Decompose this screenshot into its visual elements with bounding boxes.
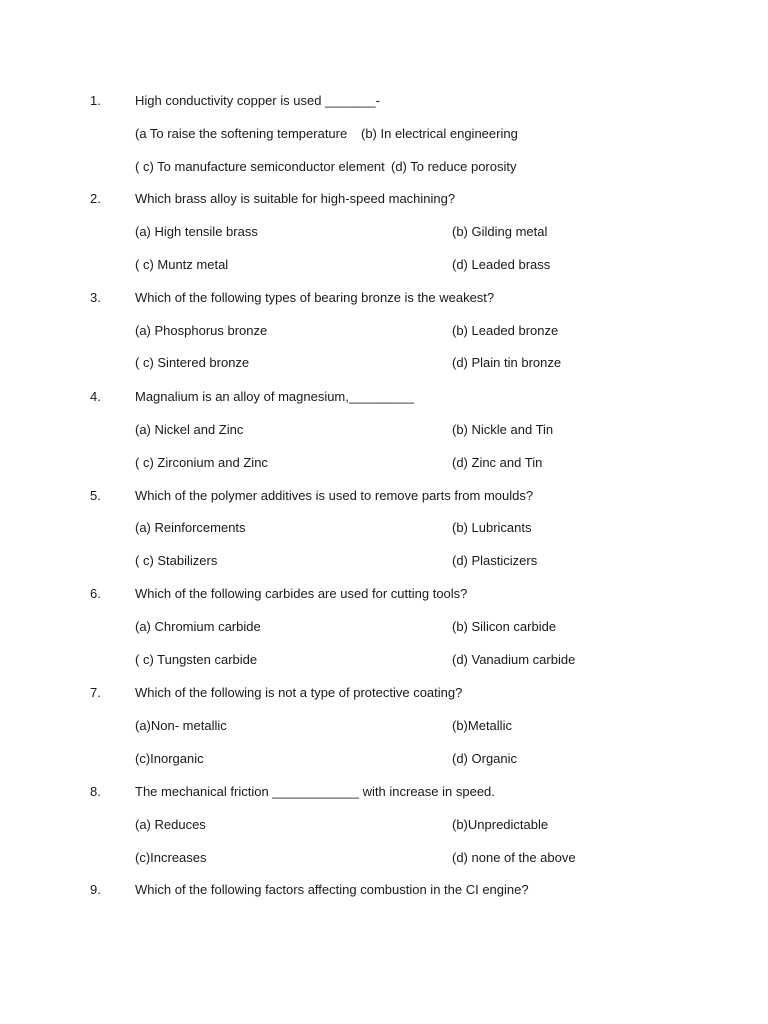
question-4 — [0, 387, 768, 407]
option-b: (b) Silicon carbide — [452, 619, 557, 634]
question-text: Which of the polymer additives is used to remove parts from moulds? — [135, 488, 534, 503]
question-7-options-cd — [0, 749, 768, 769]
question-8 — [0, 782, 768, 802]
question-5-options-ab — [0, 518, 768, 538]
option-a: (a To raise the softening temperature — [135, 126, 348, 141]
question-number: 1. — [90, 93, 101, 108]
option-a: (a) Chromium carbide — [135, 619, 261, 634]
question-9 — [0, 880, 768, 900]
option-b: (b) Lubricants — [452, 520, 532, 535]
question-3-options-cd — [0, 353, 768, 373]
question-number: 4. — [90, 389, 101, 404]
question-2-options-cd — [0, 255, 768, 275]
option-d: (d) Vanadium carbide — [452, 652, 576, 667]
option-c: ( c) Muntz metal — [135, 257, 229, 272]
option-d: (d) Plain tin bronze — [452, 355, 562, 370]
question-text: The mechanical friction ____________ with increase in speed. — [135, 784, 495, 799]
question-3 — [0, 288, 768, 308]
question-text: Magnalium is an alloy of magnesium,_________ — [135, 389, 414, 404]
question-text: Which of the following types of bearing bronze is the weakest? — [135, 290, 495, 305]
option-c: (c)Increases — [135, 850, 207, 865]
option-a: (a) Reinforcements — [135, 520, 246, 535]
question-4-options-ab — [0, 420, 768, 440]
option-b: (b)Metallic — [452, 718, 512, 733]
question-number: 8. — [90, 784, 101, 799]
option-d: (d) none of the above — [452, 850, 576, 865]
option-c: ( c) Zirconium and Zinc — [135, 455, 268, 470]
question-text: High conductivity copper is used _______- — [135, 93, 380, 108]
question-6 — [0, 584, 768, 604]
option-d: (d) Plasticizers — [452, 553, 538, 568]
question-8-options-cd — [0, 848, 768, 868]
option-a: (a) High tensile brass — [135, 224, 258, 239]
question-2-options-ab — [0, 222, 768, 242]
question-3-options-ab — [0, 321, 768, 341]
option-d: (d) Zinc and Tin — [452, 455, 543, 470]
question-text: Which brass alloy is suitable for high-speed machining? — [135, 191, 456, 206]
question-text: Which of the following is not a type of protective coating? — [135, 685, 463, 700]
option-a: (a) Nickel and Zinc — [135, 422, 244, 437]
question-number: 6. — [90, 586, 101, 601]
question-1-options-cd — [0, 157, 768, 177]
question-number: 9. — [90, 882, 101, 897]
option-d: (d) Leaded brass — [452, 257, 551, 272]
question-number: 2. — [90, 191, 101, 206]
question-5 — [0, 486, 768, 506]
option-c: ( c) Stabilizers — [135, 553, 218, 568]
question-4-options-cd — [0, 453, 768, 473]
question-text: Which of the following carbides are used for cutting tools? — [135, 586, 468, 601]
question-2 — [0, 189, 768, 209]
option-d: (d) Organic — [452, 751, 518, 766]
question-1 — [0, 91, 768, 111]
option-b: (b) Nickle and Tin — [452, 422, 554, 437]
option-b: (b) Gilding metal — [452, 224, 548, 239]
option-d: (d) To reduce porosity — [391, 159, 517, 174]
question-6-options-ab — [0, 617, 768, 637]
question-7 — [0, 683, 768, 703]
question-8-options-ab — [0, 815, 768, 835]
question-number: 5. — [90, 488, 101, 503]
question-7-options-ab — [0, 716, 768, 736]
option-b: (b) In electrical engineering — [361, 126, 518, 141]
question-text: Which of the following factors affecting combustion in the CI engine? — [135, 882, 529, 897]
question-6-options-cd — [0, 650, 768, 670]
option-b: (b) Leaded bronze — [452, 323, 559, 338]
question-5-options-cd — [0, 551, 768, 571]
question-number: 3. — [90, 290, 101, 305]
option-b: (b)Unpredictable — [452, 817, 549, 832]
option-a: (a) Reduces — [135, 817, 206, 832]
option-a: (a) Phosphorus bronze — [135, 323, 268, 338]
option-c: (c)Inorganic — [135, 751, 204, 766]
question-number: 7. — [90, 685, 101, 700]
question-1-options-ab — [0, 124, 768, 144]
option-c: ( c) Sintered bronze — [135, 355, 250, 370]
option-c: ( c) Tungsten carbide — [135, 652, 258, 667]
option-c: ( c) To manufacture semiconductor element — [135, 159, 385, 174]
option-a: (a)Non- metallic — [135, 718, 227, 733]
